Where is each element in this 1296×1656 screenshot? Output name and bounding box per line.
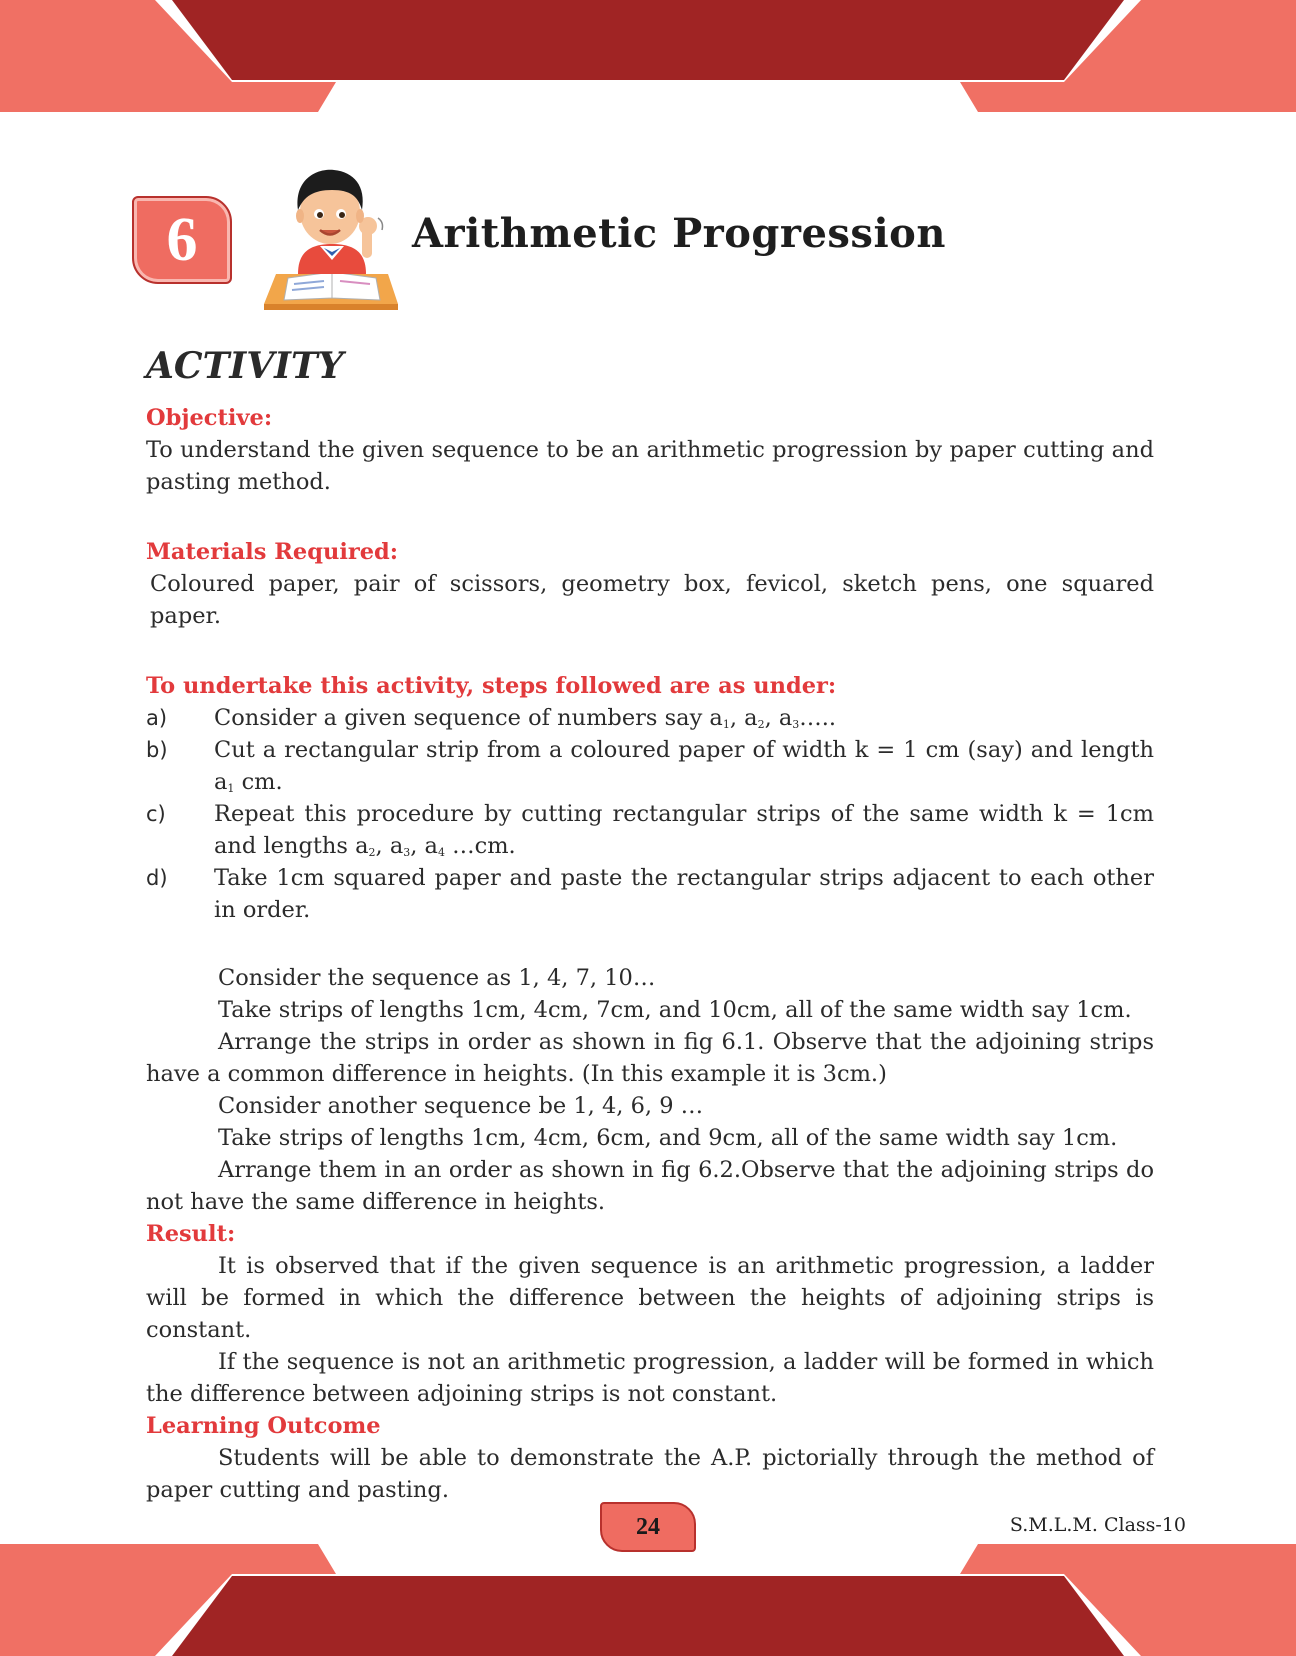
step-b-text: Cut a rectangular strip from a coloured paper of width k = 1 cm (say) and length a — [214, 737, 1154, 795]
materials-heading: Materials Required: — [146, 539, 399, 565]
subscript: 1 — [227, 782, 235, 795]
subscript: 3 — [792, 718, 800, 731]
step-c-text-part: , a — [375, 833, 404, 859]
objective-text: To understand the given sequence to be an arithmetic progression by paper cutting and pasting method. — [146, 437, 1154, 495]
activity-heading: ACTIVITY — [146, 345, 344, 387]
result-paragraph-1: It is observed that if the given sequence is an arithmetic progression, a ladder will be formed in which the difference between the heights of adjoining strips is constant. — [146, 1253, 1154, 1343]
learning-outcome-text: Students will be able to demonstrate the A.P. pictorially through the method of paper cutting and pasting. — [146, 1445, 1154, 1503]
chapter-number-badge: 6 — [132, 196, 232, 284]
step-b-label: b) — [146, 738, 168, 762]
body-paragraph-5: Take strips of lengths 1cm, 4cm, 6cm, and 9cm, all of the same width say 1cm. — [218, 1125, 1118, 1151]
step-c-text-part: …cm. — [444, 833, 516, 859]
objective-heading: Objective: — [146, 405, 273, 431]
step-a-text: Consider a given sequence of numbers say a — [214, 705, 723, 731]
step-d-label: d) — [146, 866, 168, 890]
step-a-text-part: , a — [764, 705, 793, 731]
step-a-text-part: ….. — [799, 705, 837, 731]
body-paragraph-6: Arrange them in an order as shown in fig 6.2.Observe that the adjoining strips do not have the same difference in heights. — [146, 1157, 1154, 1215]
step-c-label: c) — [146, 802, 166, 826]
materials-text: Coloured paper, pair of scissors, geometry box, fevicol, sketch pens, one squared paper. — [150, 571, 1154, 629]
step-a-label: a) — [146, 706, 168, 730]
subscript: 1 — [722, 718, 730, 731]
step-a-text-part: , a — [729, 705, 758, 731]
step-d-text: Take 1cm squared paper and paste the rectangular strips adjacent to each other in order. — [214, 865, 1154, 923]
step-d — [146, 862, 1154, 926]
result-heading: Result: — [146, 1221, 236, 1247]
footer-decoration — [0, 1544, 1296, 1656]
learning-outcome-heading: Learning Outcome — [146, 1413, 381, 1439]
body-paragraph-1: Consider the sequence as 1, 4, 7, 10… — [218, 965, 656, 991]
result-paragraph-2: If the sequence is not an arithmetic progression, a ladder will be formed in which the difference between adjoining strips is not constant. — [146, 1349, 1154, 1407]
body-paragraph-3: Arrange the strips in order as shown in fig 6.1. Observe that the adjoining strips have a common difference in heights. (In this example it is 3cm.) — [146, 1029, 1154, 1087]
page-content — [146, 344, 1154, 1506]
body-paragraph-2: Take strips of lengths 1cm, 4cm, 7cm, and 10cm, all of the same width say 1cm. — [218, 997, 1132, 1023]
step-a — [146, 702, 1154, 734]
step-c — [146, 798, 1154, 862]
subscript: 2 — [757, 718, 765, 731]
step-b — [146, 734, 1154, 798]
chapter-title: Arithmetic Progression — [412, 210, 946, 257]
step-c-text: Repeat this procedure by cutting rectangular strips of the same width k = 1cm and lengths a — [214, 801, 1154, 859]
subscript: 2 — [368, 846, 376, 859]
step-b-text-part: cm. — [234, 769, 283, 795]
step-c-text-part: , a — [410, 833, 438, 859]
subscript: 4 — [437, 846, 445, 859]
subscript: 3 — [403, 846, 411, 859]
header-decoration — [0, 0, 1296, 112]
page-number: 24 — [600, 1502, 696, 1552]
steps-heading: To undertake this activity, steps followed are as under: — [146, 673, 837, 699]
body-paragraph-4: Consider another sequence be 1, 4, 6, 9 … — [218, 1093, 704, 1119]
student-mascot-illustration — [262, 166, 402, 312]
book-label: S.M.L.M. Class-10 — [1009, 1514, 1186, 1536]
